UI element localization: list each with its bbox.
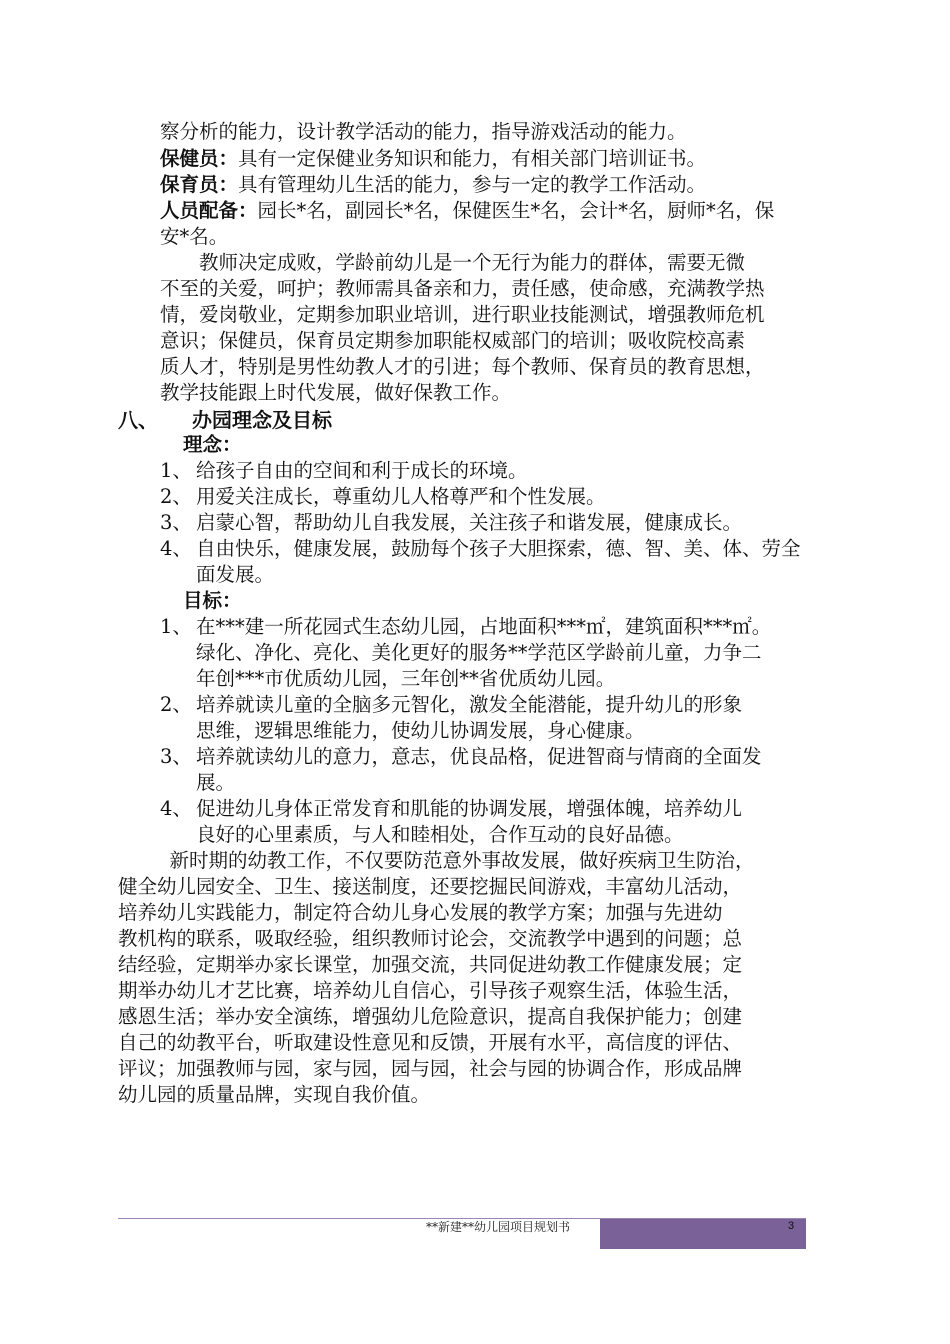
paragraph-line: 结经验，定期举办家长课堂，加强交流，共同促进幼教工作健康发展；定 (118, 953, 743, 976)
health-worker-line (160, 145, 706, 173)
paragraph-line: 情，爱岗敬业，定期参加职业培训，进行职业技能测试，增强教师危机 (160, 303, 765, 326)
list-text: 在***建一所花园式生态幼儿园，占地面积***㎡，建筑面积***㎡。 (196, 615, 772, 638)
paragraph-line: 教师决定成败，学龄前幼儿是一个无行为能力的群体，需要无微 (160, 251, 746, 274)
paragraph-line: 不至的关爱，呵护；教师需具备亲和力，责任感，使命感，充满教学热 (160, 277, 765, 300)
list-number: 4、 (160, 537, 192, 560)
list-number: 1、 (160, 459, 192, 482)
paragraph-line: 新时期的幼教工作，不仅要防范意外事故发展，做好疾病卫生防治， (150, 849, 755, 872)
caregiver-line (160, 171, 706, 199)
list-item (160, 743, 762, 771)
list-text-continued: 面发展。 (196, 563, 275, 586)
list-item (160, 483, 606, 511)
health-worker-label: 保健员： (160, 147, 239, 170)
allocation-line (160, 197, 774, 225)
list-number: 3、 (160, 511, 192, 534)
section-title: 办园理念及目标 (192, 408, 332, 432)
allocation-label: 人员配备： (160, 199, 258, 222)
list-item (160, 613, 771, 641)
paragraph-line: 教机构的联系，吸取经验，组织教师讨论会，交流教学中遇到的问题；总 (118, 927, 743, 950)
list-text: 给孩子自由的空间和利于成长的环境。 (196, 459, 528, 482)
list-item (160, 457, 528, 485)
paragraph-line: 健全幼儿园安全、卫生、接送制度，还要挖掘民间游戏，丰富幼儿活动， (118, 875, 743, 898)
list-number: 3、 (160, 745, 192, 768)
paragraph-line: 期举办幼儿才艺比赛，培养幼儿自信心，引导孩子观察生活，体验生活， (118, 979, 743, 1002)
paragraph-line: 评议；加强教师与园，家与园，园与园，社会与园的协调合作，形成品牌 (118, 1057, 743, 1080)
staff-line-1: 察分析的能力，设计教学活动的能力，指导游戏活动的能力。 (160, 120, 687, 143)
list-text-continued: 良好的心里素质，与人和睦相处，合作互动的良好品德。 (196, 823, 684, 846)
list-text: 培养就读幼儿的意力，意志，优良品格，促进智商与情商的全面发 (196, 745, 762, 768)
list-text-continued: 展。 (196, 771, 236, 794)
list-number: 1、 (160, 615, 192, 638)
list-text: 用爱关注成长，尊重幼儿人格尊严和个性发展。 (196, 485, 606, 508)
list-item (160, 535, 801, 563)
page-number: 3 (788, 1220, 795, 1232)
list-text-continued: 绿化、净化、亮化、美化更好的服务**学范区学龄前儿童，力争二 (196, 641, 762, 664)
paragraph-line: 感恩生活；举办安全演练，增强幼儿危险意识，提高自我保护能力；创建 (118, 1005, 743, 1028)
footer-page-box (600, 1219, 806, 1249)
list-text: 自由快乐，健康发展，鼓励每个孩子大胆探索，德、智、美、体、劳全 (196, 537, 801, 560)
list-item (160, 509, 742, 537)
list-number: 2、 (160, 693, 192, 716)
philosophy-label: 理念： (183, 433, 242, 456)
list-text: 促进幼儿身体正常发育和肌能的协调发展，增强体魄，培养幼儿 (196, 797, 743, 820)
caregiver-label: 保育员： (160, 173, 239, 196)
list-text-continued: 思维，逻辑思维能力，使幼儿协调发展，身心健康。 (196, 719, 645, 742)
allocation-text: 园长*名，副园长*名，保健医生*名，会计*名，厨师*名，保 (257, 199, 775, 222)
goals-label: 目标： (183, 589, 242, 612)
caregiver-text: 具有管理幼儿生活的能力，参与一定的教学工作活动。 (238, 173, 707, 196)
list-item (160, 691, 742, 719)
paragraph-line: 质人才，特别是男性幼教人才的引进；每个教师、保育员的教育思想， (160, 355, 765, 378)
paragraph-line: 幼儿园的质量品牌，实现自我价值。 (118, 1083, 431, 1106)
list-text-continued: 年创***市优质幼儿园，三年创**省优质幼儿园。 (196, 667, 616, 690)
list-number: 4、 (160, 797, 192, 820)
list-text: 启蒙心智，帮助幼儿自我发展，关注孩子和谐发展，健康成长。 (196, 511, 743, 534)
section-number: 八、 (118, 408, 158, 432)
footer-title: **新建**幼儿园项目规划书 (426, 1220, 571, 1234)
list-text: 培养就读儿童的全脑多元智化，激发全能潜能，提升幼儿的形象 (196, 693, 743, 716)
health-worker-text: 具有一定保健业务知识和能力，有相关部门培训证书。 (238, 147, 707, 170)
paragraph-line: 培养幼儿实践能力，制定符合幼儿身心发展的教学方案；加强与先进幼 (118, 901, 723, 924)
paragraph-line: 自己的幼教平台，听取建设性意见和反馈，开展有水平，高信度的评估、 (118, 1031, 743, 1054)
paragraph-line: 教学技能跟上时代发展，做好保教工作。 (160, 381, 512, 404)
list-number: 2、 (160, 485, 192, 508)
allocation-line-2: 安*名。 (160, 225, 229, 248)
list-item (160, 795, 742, 823)
paragraph-line: 意识；保健员，保育员定期参加职能权威部门的培训；吸收院校高素 (160, 329, 746, 352)
